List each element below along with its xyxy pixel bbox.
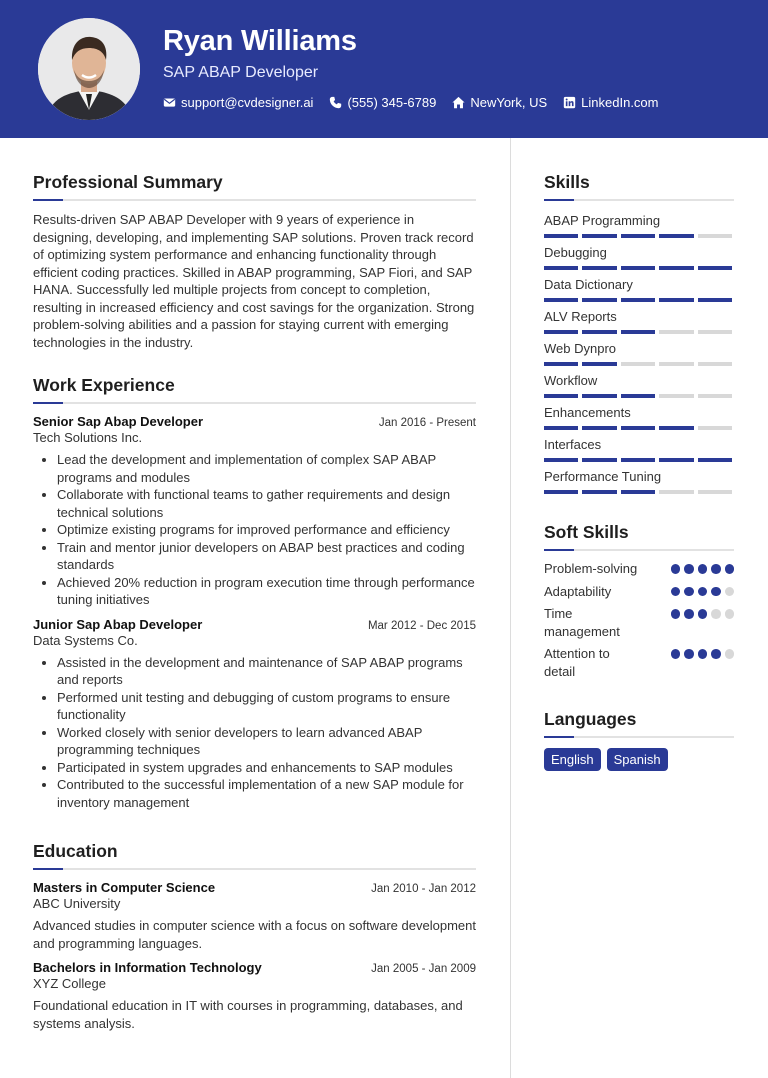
skill-level-segment <box>621 266 655 270</box>
soft-skill-rating <box>671 605 735 619</box>
job-bullet: • Lead the development and implementation of complex SAP ABAP programs and modules <box>57 451 476 486</box>
contact-location-text: NewYork, US <box>470 95 548 110</box>
rating-dot <box>725 564 735 574</box>
soft-skills-section <box>544 522 734 685</box>
soft-skill-name: Problem-solving <box>544 561 638 576</box>
skill-level-segment <box>659 330 693 334</box>
skill-level-bar <box>544 394 734 398</box>
profile-photo <box>38 18 140 120</box>
soft-skill-name: Time management <box>544 606 620 639</box>
rating-dot <box>711 587 721 597</box>
education-school: XYZ College <box>33 976 106 991</box>
skill-level-segment <box>544 298 578 302</box>
job-bullet: • Optimize existing programs for improved performance and efficiency <box>57 521 476 539</box>
language-tag: English <box>544 748 601 771</box>
skill-name: ALV Reports <box>544 309 617 324</box>
rating-dot <box>684 587 694 597</box>
soft-skills-list <box>544 560 734 680</box>
skill-level-bar <box>544 266 734 270</box>
column-divider <box>510 138 511 1078</box>
education-entry <box>33 880 476 952</box>
language-tags <box>544 748 734 771</box>
summary-underline <box>33 199 476 201</box>
rating-dot <box>671 609 681 619</box>
skill-level-segment <box>698 234 732 238</box>
skill-level-segment <box>698 458 732 462</box>
job-bullet: • Performed unit testing and debugging of custom programs to ensure functionality <box>57 689 476 724</box>
skill-level-segment <box>582 458 616 462</box>
contact-linkedin[interactable] <box>563 95 658 110</box>
job-bullet: • Collaborate with functional teams to gather requirements and design technical solutions <box>57 486 476 521</box>
rating-dot <box>671 587 681 597</box>
skill-item <box>544 212 734 244</box>
soft-skill-item <box>544 560 734 578</box>
skill-level-bar <box>544 234 734 238</box>
soft-skills-underline <box>544 549 734 551</box>
soft-skill-rating <box>671 560 735 574</box>
skill-name: Web Dynpro <box>544 341 617 356</box>
rating-dot <box>711 649 721 659</box>
rating-dot <box>711 564 721 574</box>
skill-level-segment <box>582 362 616 366</box>
skill-level-bar <box>544 330 734 334</box>
skill-level-segment <box>582 394 616 398</box>
contact-email-text: support@cvdesigner.ai <box>181 95 314 110</box>
soft-skill-item <box>544 583 734 601</box>
contact-bar <box>163 95 659 110</box>
rating-dot <box>684 649 694 659</box>
contact-phone[interactable] <box>329 95 436 110</box>
experience-underline <box>33 402 476 404</box>
soft-skill-rating <box>671 645 735 659</box>
languages-heading: Languages <box>544 709 637 729</box>
skill-level-segment <box>698 426 732 430</box>
summary-text: Results-driven SAP ABAP Developer with 9 years of experience in designing, developing, and implementing SAP solutions. Proven track record of optimizing system performance and enhancing functionality through efficient coding practices. Skilled in ABAP programming, SAP Fiori, and SAP HANA. Successfully led multiple projects from concept to completion, resulting in increased efficiency and cost savings for the organization. Strong problem-solving abilities and a passion for staying current with emerging technologies in the industry. <box>33 212 475 350</box>
education-entry <box>33 960 476 1032</box>
skill-item <box>544 468 734 500</box>
candidate-name: Ryan Williams <box>163 25 357 57</box>
job-bullets <box>33 451 476 609</box>
skill-item <box>544 404 734 436</box>
linkedin-icon <box>563 96 576 109</box>
rating-dot <box>684 564 694 574</box>
education-degree: Masters in Computer Science <box>33 880 216 895</box>
education-section <box>33 841 476 1032</box>
education-heading: Education <box>33 841 118 861</box>
soft-skill-rating <box>671 583 735 597</box>
rating-dot <box>725 649 735 659</box>
skill-name: Workflow <box>544 373 598 388</box>
soft-skills-heading: Soft Skills <box>544 522 629 542</box>
skill-level-segment <box>582 330 616 334</box>
rating-dot <box>725 587 735 597</box>
skill-level-segment <box>621 458 655 462</box>
job-company: Tech Solutions Inc. <box>33 430 143 445</box>
experience-heading: Work Experience <box>33 375 175 395</box>
job-title: Senior Sap Abap Developer <box>33 414 204 429</box>
skill-level-segment <box>621 330 655 334</box>
languages-underline <box>544 736 734 738</box>
skill-item <box>544 436 734 468</box>
rating-dot <box>725 609 735 619</box>
skill-level-bar <box>544 490 734 494</box>
soft-skill-name: Attention to detail <box>544 646 610 679</box>
skill-level-segment <box>659 490 693 494</box>
candidate-role: SAP ABAP Developer <box>163 64 319 81</box>
job-company: Data Systems Co. <box>33 632 138 648</box>
skill-name: Data Dictionary <box>544 277 633 292</box>
job-bullets <box>33 654 476 812</box>
education-school: ABC University <box>33 896 121 911</box>
skill-level-segment <box>544 362 578 366</box>
contact-location <box>452 95 547 110</box>
education-date: Jan 2005 - Jan 2009 <box>371 963 476 975</box>
skill-level-segment <box>544 490 578 494</box>
skill-level-segment <box>582 234 616 238</box>
skill-level-segment <box>544 266 578 270</box>
skill-name: ABAP Programming <box>544 213 661 228</box>
rating-dot <box>671 649 681 659</box>
education-date: Jan 2010 - Jan 2012 <box>371 883 476 895</box>
skill-level-segment <box>659 266 693 270</box>
skills-heading: Skills <box>544 172 590 192</box>
contact-email[interactable] <box>163 95 313 110</box>
skill-level-segment <box>582 266 616 270</box>
envelope-icon <box>163 96 176 109</box>
skill-name: Enhancements <box>544 405 631 420</box>
rating-dot <box>711 609 721 619</box>
skill-level-segment <box>659 362 693 366</box>
skill-level-bar <box>544 298 734 302</box>
job-bullet: • Train and mentor junior developers on ABAP best practices and coding standards <box>57 539 476 574</box>
skill-level-bar <box>544 458 734 462</box>
job-entry <box>33 414 476 609</box>
skill-level-segment <box>659 458 693 462</box>
header-banner <box>0 0 768 138</box>
job-bullet: • Worked closely with senior developers to learn advanced ABAP programming techniques <box>57 724 476 759</box>
rating-dot <box>684 609 694 619</box>
skill-level-segment <box>582 298 616 302</box>
rating-dot <box>671 564 681 574</box>
skill-level-segment <box>659 298 693 302</box>
skill-level-segment <box>544 234 578 238</box>
phone-icon <box>329 96 342 109</box>
education-degree: Bachelors in Information Technology <box>33 960 262 975</box>
home-icon <box>452 96 465 109</box>
contact-linkedin-text: LinkedIn.com <box>581 95 659 110</box>
skill-level-bar <box>544 362 734 366</box>
skill-level-segment <box>698 394 732 398</box>
skill-level-segment <box>659 426 693 430</box>
skill-level-segment <box>698 330 732 334</box>
skill-item <box>544 244 734 276</box>
job-entry <box>33 617 476 812</box>
skill-level-segment <box>582 490 616 494</box>
skill-level-segment <box>621 362 655 366</box>
job-date: Mar 2012 - Dec 2015 <box>367 619 476 632</box>
skills-list <box>544 212 734 500</box>
job-bullet: • Assisted in the development and maintenance of SAP ABAP programs and reports <box>57 654 476 689</box>
language-tag: Spanish <box>607 748 668 771</box>
skill-level-segment <box>582 426 616 430</box>
skill-level-segment <box>698 298 732 302</box>
skill-level-segment <box>621 234 655 238</box>
skill-level-segment <box>544 394 578 398</box>
experience-section <box>33 375 476 811</box>
skill-name: Interfaces <box>544 437 602 452</box>
skill-level-segment <box>621 298 655 302</box>
education-desc: Foundational education in IT with courses in programming, databases, and systems analysis. <box>33 998 463 1031</box>
soft-skill-name: Adaptability <box>544 583 612 599</box>
summary-heading: Professional Summary <box>33 172 223 192</box>
contact-phone-text: (555) 345-6789 <box>347 95 437 110</box>
skill-name: Performance Tuning <box>544 469 662 484</box>
skill-item <box>544 308 734 340</box>
skill-name: Debugging <box>544 245 607 260</box>
skill-level-segment <box>698 490 732 494</box>
job-bullet: • Achieved 20% reduction in program execution time through performance tuning initiatives <box>57 574 476 609</box>
job-title: Junior Sap Abap Developer <box>33 616 203 632</box>
skills-underline <box>544 199 734 201</box>
skill-level-segment <box>659 234 693 238</box>
skill-level-segment <box>621 426 655 430</box>
rating-dot <box>698 587 708 597</box>
skill-level-segment <box>698 266 732 270</box>
job-date: Jan 2016 - Present <box>378 417 476 429</box>
skill-item <box>544 340 734 372</box>
skill-level-segment <box>621 394 655 398</box>
summary-section <box>33 172 476 351</box>
skill-level-segment <box>544 426 578 430</box>
rating-dot <box>698 609 708 619</box>
avatar-portrait-icon <box>38 18 140 120</box>
skills-section <box>544 172 734 500</box>
skill-level-segment <box>621 490 655 494</box>
languages-section <box>544 709 734 771</box>
skill-level-segment <box>544 458 578 462</box>
job-bullet: • Participated in system upgrades and enhancements to SAP modules <box>57 759 476 777</box>
soft-skill-item <box>544 645 734 680</box>
soft-skill-item <box>544 605 734 640</box>
education-underline <box>33 868 476 870</box>
education-desc: Advanced studies in computer science with a focus on software development and programming languages. <box>33 918 476 951</box>
skill-level-bar <box>544 426 734 430</box>
job-bullet: • Contributed to the successful implementation of a new SAP module for inventory management <box>57 776 476 811</box>
rating-dot <box>698 564 708 574</box>
skill-level-segment <box>698 362 732 366</box>
skill-item <box>544 372 734 404</box>
rating-dot <box>698 649 708 659</box>
skill-level-segment <box>544 330 578 334</box>
skill-item <box>544 276 734 308</box>
skill-level-segment <box>659 394 693 398</box>
